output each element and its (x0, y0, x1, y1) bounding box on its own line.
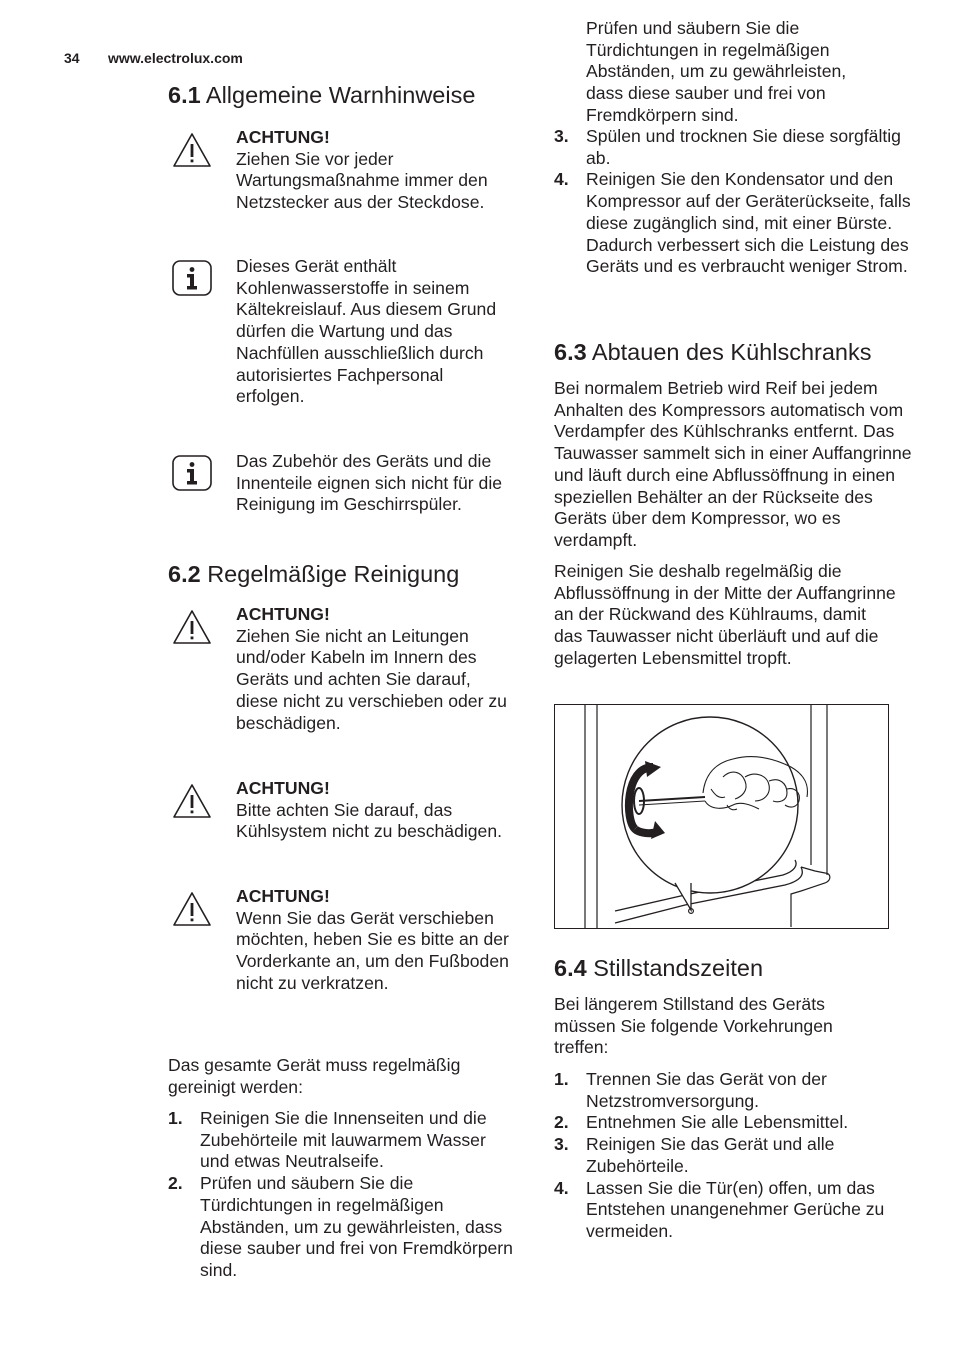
section-number: 6.1 (168, 82, 201, 108)
list-item (168, 1173, 513, 1280)
defrost-drain-illustration (554, 704, 889, 929)
warning-6-2-1 (168, 604, 513, 756)
section-number: 6.4 (554, 955, 587, 981)
step-text: Entnehmen Sie alle Lebensmittel. (586, 1112, 849, 1133)
warning-6-1-1 (168, 127, 513, 235)
cleaning-steps-left (168, 1108, 513, 1280)
info-text: Das Zubehör des Geräts und die Innenteile eignen sich nicht für die Reinigung im Geschirrspüler. (236, 451, 503, 515)
heading-6-3 (554, 338, 871, 366)
step-number: 4. (554, 1177, 569, 1198)
section-number: 6.2 (168, 561, 201, 587)
heading-6-1 (168, 81, 475, 109)
section-title: Allgemeine Warnhinweise (205, 82, 476, 108)
step-number: 4. (554, 169, 569, 190)
standstill-intro: Bei längerem Stillstand des Geräts müssen Sie folgende Vorkehrungen treffen: (554, 994, 833, 1058)
warning-text: Ziehen Sie vor jeder Wartungsmaßnahme immer den Netzstecker aus der Steckdose. (236, 148, 488, 213)
warning-title: ACHTUNG! (236, 604, 330, 624)
list-item (554, 1069, 914, 1112)
defrost-paragraph-2: Reinigen Sie deshalb regelmäßig die Abflussöffnung in der Mitte der Auffangrinne an der Rückwand des Kühlraums, damit das Tauwasser nicht überläuft und auf die gelagerten Lebensmittel tropft. (554, 561, 896, 668)
warning-6-2-2 (168, 778, 513, 866)
step-number: 1. (168, 1108, 183, 1128)
step-text: Trennen Sie das Gerät von der Netzstromversorgung. (586, 1069, 827, 1111)
info-icon (171, 259, 213, 299)
list-item (554, 1134, 914, 1177)
list-item (554, 169, 914, 278)
step-text: Lassen Sie die Tür(en) offen, um das Entstehen unangenehmer Gerüche zu vermeiden. (586, 1177, 885, 1241)
page-number: 34 (64, 50, 80, 66)
info-6-1-1 (168, 256, 513, 431)
step-number: 3. (554, 1134, 569, 1155)
info-text: Dieses Gerät enthält Kohlenwasserstoffe in seinem Kältekreislauf. Aus diesem Grund dürfen die Wartung und das Nachfüllen ausschließlich durch autorisiertes Fachpersonal erfolgen. (236, 256, 497, 407)
page-header (64, 50, 243, 66)
step-text: Reinigen Sie das Gerät und alle Zubehörteile. (586, 1134, 835, 1176)
step-text-continued: Prüfen und säubern Sie die Türdichtungen in regelmäßigen Abständen, um zu gewährleisten, dass diese sauber und frei von Fremdkörpern sind. (586, 18, 847, 125)
step-number: 1. (554, 1069, 569, 1089)
warning-6-2-3 (168, 886, 513, 1038)
site-url: www.electrolux.com (108, 50, 243, 66)
list-item (554, 1112, 914, 1134)
warning-text: Wenn Sie das Gerät verschieben möchten, heben Sie es bitte an der Vorderkante an, um den Fußboden nicht zu verkratzen. (236, 907, 509, 993)
step-extra-text: Dadurch verbessert sich die Leistung des Geräts und es verbraucht weniger Strom. (586, 234, 909, 277)
section-title: Stillstandszeiten (593, 955, 764, 981)
warning-text: Bitte achten Sie darauf, das Kühlsystem nicht zu beschädigen. (236, 799, 503, 842)
list-item (554, 1178, 914, 1243)
defrost-paragraph-1: Bei normalem Betrieb wird Reif bei jedem Anhalten des Kompressors automatisch vom Verdampfer des Kühlschranks entfernt. Das Tauwasser sammelt sich in einer Auffangrinne und läuft durch eine Abflussöffnung in einen speziellen Behälter an der Rückseite des Geräts über dem Kompressor, wo es verdampft. (554, 378, 912, 550)
list-item-continued (554, 18, 914, 126)
step-number: 2. (554, 1112, 569, 1133)
warning-triangle-icon (171, 608, 213, 648)
step-number: 2. (168, 1173, 183, 1194)
list-item (554, 126, 914, 169)
info-6-1-2 (168, 451, 513, 539)
section-title: Regelmäßige Reinigung (207, 561, 460, 587)
warning-title: ACHTUNG! (236, 886, 330, 906)
warning-text: Ziehen Sie nicht an Leitungen und/oder Kabeln im Innern des Geräts und achten Sie darauf, diese nicht zu verschieben oder zu beschädigen. (236, 625, 507, 733)
heading-6-2 (168, 560, 459, 588)
cleaning-intro: Das gesamte Gerät muss regelmäßig gereinigt werden: (168, 1055, 461, 1097)
list-item (168, 1108, 513, 1173)
step-number: 3. (554, 126, 569, 146)
section-title: Abtauen des Kühlschranks (591, 339, 872, 365)
standstill-steps (554, 1069, 914, 1243)
warning-triangle-icon (171, 782, 213, 822)
cleaning-steps-right (554, 18, 914, 278)
step-text: Reinigen Sie den Kondensator und den Kompressor auf der Geräterückseite, falls diese zugänglich sind, mit einer Bürste. (586, 169, 911, 233)
step-text: Spülen und trocknen Sie diese sorgfältig ab. (586, 126, 901, 168)
warning-triangle-icon (171, 890, 213, 930)
heading-6-4 (554, 954, 763, 982)
section-number: 6.3 (554, 339, 587, 365)
info-icon (171, 454, 213, 494)
step-text: Reinigen Sie die Innenseiten und die Zubehörteile mit lauwarmem Wasser und etwas Neutralseife. (200, 1108, 487, 1172)
drain-cleaning-drawing (555, 705, 888, 928)
warning-title: ACHTUNG! (236, 778, 330, 798)
step-text: Prüfen und säubern Sie die Türdichtungen in regelmäßigen Abständen, um zu gewährleisten, dass diese sauber und frei von Fremdkörpern sind. (200, 1173, 513, 1280)
warning-triangle-icon (171, 131, 213, 171)
warning-title: ACHTUNG! (236, 127, 330, 147)
